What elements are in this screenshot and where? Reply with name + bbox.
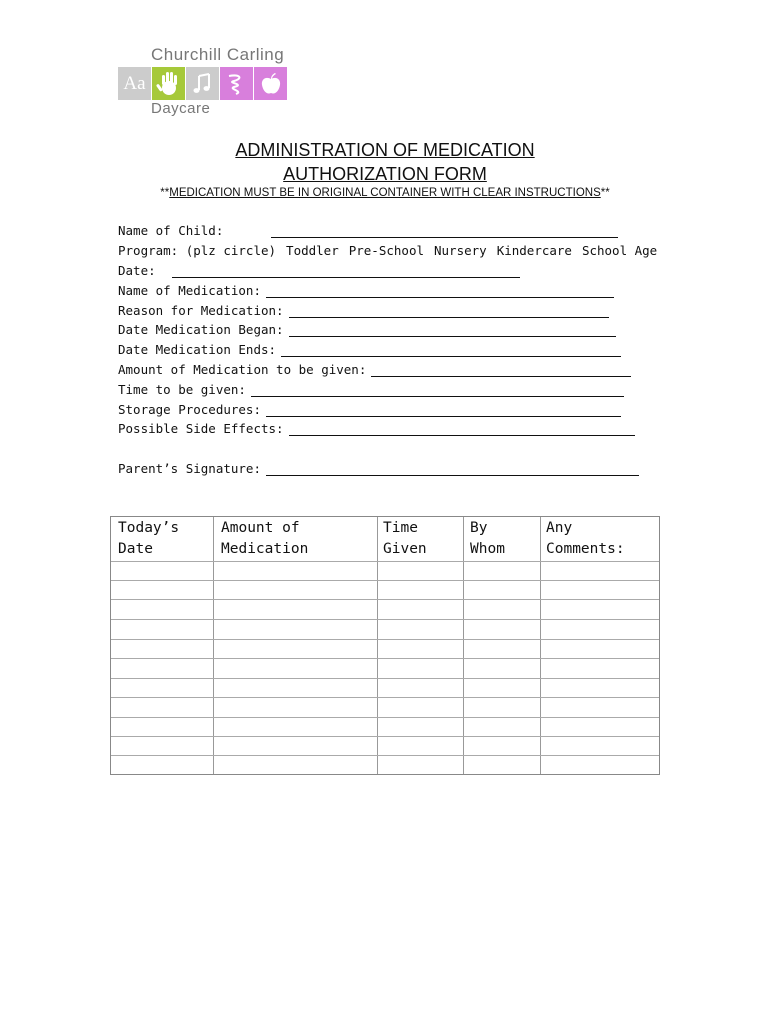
table-row[interactable]: [111, 580, 659, 581]
logo-bottom-text: Daycare: [151, 100, 211, 117]
storage-label: Storage Procedures:: [118, 402, 261, 417]
apple-icon: [254, 67, 287, 100]
side-effects-field: [118, 418, 635, 436]
table-row[interactable]: [111, 658, 659, 659]
name-of-child-field: [118, 220, 618, 238]
reason-for-medication-line[interactable]: [289, 303, 609, 318]
header-any-comments: Any Comments:: [546, 520, 625, 557]
table-row[interactable]: [111, 561, 659, 562]
program-option-toddler[interactable]: Toddler: [286, 243, 339, 258]
program-option-school-age[interactable]: School Age: [581, 243, 658, 258]
name-of-child-line[interactable]: [271, 223, 618, 238]
date-ends-line[interactable]: [281, 342, 621, 357]
container-notice: **MEDICATION MUST BE IN ORIGINAL CONTAINER WITH CLEAR INSTRUCTIONS**: [160, 187, 610, 199]
name-of-medication-line[interactable]: [266, 283, 614, 298]
table-row[interactable]: [111, 639, 659, 640]
time-given-line[interactable]: [251, 382, 624, 397]
header-time-given: Time Given: [383, 520, 427, 557]
letters-aa-icon: Aa: [118, 67, 151, 100]
date-ends-label: Date Medication Ends:: [118, 342, 277, 357]
squiggle-icon: [220, 67, 253, 100]
reason-for-medication-label: Reason for Medication:: [118, 303, 284, 318]
form-title-line1: ADMINISTRATION OF MEDICATION: [235, 140, 535, 160]
amount-given-field: [118, 359, 631, 377]
time-given-label: Time to be given:: [118, 382, 246, 397]
table-row[interactable]: [111, 678, 659, 679]
logo-top-text: Churchill Carling: [151, 45, 285, 64]
table-row[interactable]: [111, 755, 659, 756]
table-row[interactable]: [111, 717, 659, 718]
date-began-label: Date Medication Began:: [118, 322, 284, 337]
name-of-medication-label: Name of Medication:: [118, 283, 261, 298]
table-row[interactable]: [111, 697, 659, 698]
parent-signature-label: Parent’s Signature:: [118, 461, 261, 476]
side-effects-label: Possible Side Effects:: [118, 421, 284, 436]
amount-given-line[interactable]: [371, 362, 631, 377]
program-field: [118, 240, 657, 258]
header-by-whom: By Whom: [470, 520, 505, 557]
date-field: [118, 260, 520, 278]
date-line[interactable]: [172, 263, 520, 278]
header-todays-date: Today’s Date: [118, 520, 180, 557]
date-ends-field: [118, 339, 621, 357]
music-note-icon: [186, 67, 219, 100]
date-began-field: [118, 319, 616, 337]
logo-tiles: [118, 67, 287, 100]
storage-field: [118, 399, 621, 417]
name-of-medication-field: [118, 280, 614, 298]
table-row[interactable]: [111, 599, 659, 600]
amount-given-label: Amount of Medication to be given:: [118, 362, 367, 377]
medication-log-table: [110, 516, 660, 775]
parent-signature-line[interactable]: [266, 461, 639, 476]
reason-for-medication-field: [118, 300, 609, 318]
table-row[interactable]: [111, 736, 659, 737]
storage-line[interactable]: [266, 402, 621, 417]
program-option-preschool[interactable]: Pre-School: [348, 243, 424, 258]
program-label: Program: (plz circle): [118, 243, 277, 258]
daycare-logo: [118, 44, 318, 124]
program-option-kindercare[interactable]: Kindercare: [496, 243, 572, 258]
date-label: Date:: [118, 263, 156, 278]
header-amount-of-medication: Amount of Medication: [221, 520, 309, 557]
program-option-nursery[interactable]: Nursery: [434, 243, 487, 258]
side-effects-line[interactable]: [289, 421, 635, 436]
time-given-field: [118, 379, 624, 397]
table-row[interactable]: [111, 619, 659, 620]
name-of-child-label: Name of Child:: [118, 223, 224, 238]
date-began-line[interactable]: [289, 322, 616, 337]
handprint-icon: [152, 67, 185, 100]
parent-signature-field: [118, 458, 639, 476]
form-title-line2: AUTHORIZATION FORM: [283, 164, 487, 184]
